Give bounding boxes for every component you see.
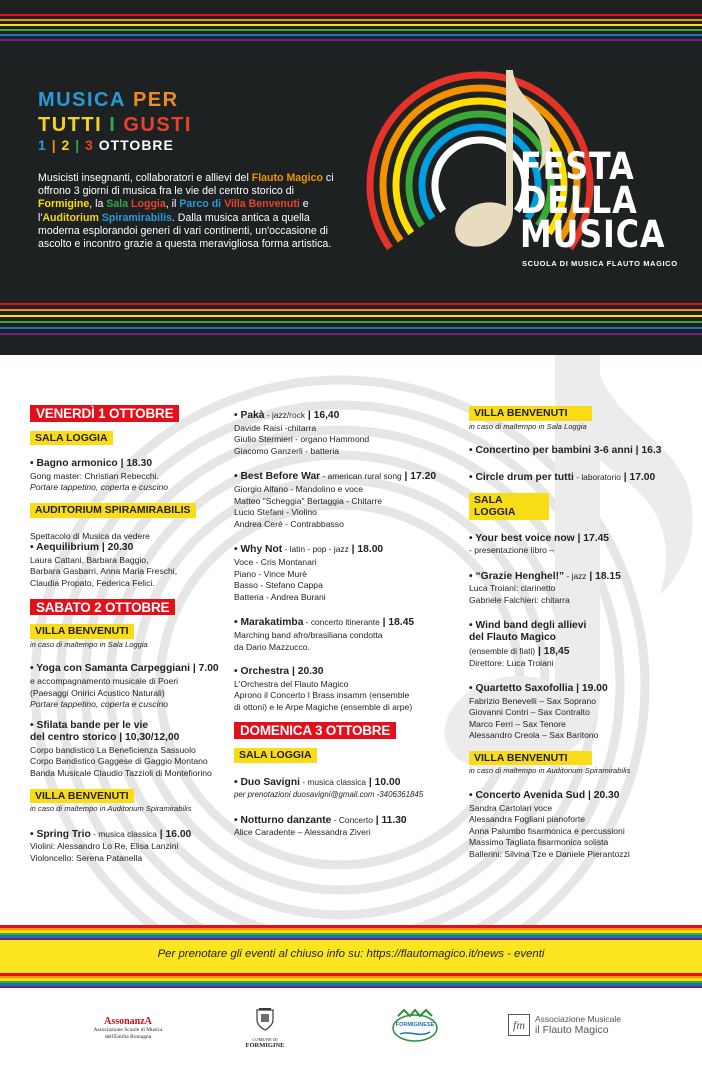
- event-title: • Wind band degli allievi: [469, 619, 587, 631]
- event-time: | 11.30: [372, 814, 407, 826]
- event-genre: - Concerto: [331, 814, 373, 825]
- event-detail: Giacomo Ganzerli - batteria: [234, 445, 340, 456]
- event-item: [469, 471, 691, 485]
- event-item: [234, 814, 466, 839]
- event-title: • Quartetto Saxofollia: [469, 682, 574, 694]
- event-time: | 16.00: [156, 828, 192, 840]
- day-heading-friday: VENERDÌ 1 OTTOBRE: [30, 405, 179, 422]
- intro-highlight: Formigine: [38, 198, 90, 211]
- event-title: • Circle drum per tutti: [469, 471, 574, 483]
- intro-highlight: Auditorium: [42, 211, 99, 224]
- rainbow-stripe: [0, 19, 702, 21]
- event-detail: di ottoni) e le Arpe Magiche (ensemble di arpe): [234, 701, 413, 712]
- event-time: | 17.00: [620, 471, 656, 483]
- event-item: [30, 531, 240, 590]
- tagline-word: I: [109, 114, 117, 136]
- event-detail: Giulio Stermieri - organo Hammond: [234, 434, 370, 445]
- event-detail: Banda Musicale Claudio Tazzioli di Montefiorino: [30, 768, 212, 779]
- event-detail: Davide Raisi -chitarra: [234, 422, 317, 433]
- event-time: | 10.00: [366, 776, 401, 788]
- venue-label: VILLA BENVENUTI: [469, 751, 592, 766]
- venue-label: VILLA BENVENUTI: [30, 624, 134, 639]
- intro-paragraph: [38, 172, 348, 251]
- intro-text: . Dalla musica antica a quella moderna esplorandoi generi di vari continenti, un'occasione di ascolto e incontro grazie a questa meravigliosa forma artistica.: [38, 211, 332, 251]
- day-heading-saturday: SABATO 2 OTTOBRE: [30, 599, 175, 616]
- event-item: [30, 720, 240, 780]
- event-time: | 17.45: [574, 532, 610, 544]
- sponsor-comune-formigine: [240, 1008, 290, 1049]
- rainbow-stripe: [0, 309, 702, 311]
- rainbow-stripe: [0, 24, 702, 26]
- event-title: • Why Not: [234, 544, 283, 556]
- column-saturday-sunday: [234, 409, 466, 839]
- poster-header: [0, 0, 702, 355]
- event-time: | 20.30: [585, 790, 620, 802]
- event-detail: Alessandro Creola – Sax Baritono: [469, 730, 599, 741]
- event-detail: Spettacolo di Musica da vedere: [30, 530, 150, 541]
- event-detail: da Dario Mazzucco.: [234, 641, 310, 652]
- event-detail: Fabrizio Benevelli – Sax Soprano: [469, 695, 597, 706]
- event-detail: Voce - Cris Montanari: [234, 556, 317, 567]
- event-detail: Ballerini: Silvina Tze e Daniele Pierantozzi: [469, 849, 630, 860]
- event-title: • Duo Savigni: [234, 776, 300, 788]
- rainbow-stripe: [0, 327, 702, 329]
- venue-label: AUDITORIUM SPIRAMIRABILIS: [30, 503, 196, 518]
- sponsor-caption: FORMIGINE: [245, 1042, 285, 1049]
- event-detail: Laura Cattani, Barbara Baggio,: [30, 554, 149, 565]
- event-item: [469, 790, 691, 861]
- date-day-2: 2: [61, 137, 71, 153]
- event-title: • Bagno armonico: [30, 458, 118, 470]
- column-friday-saturday: [30, 405, 240, 865]
- date-separator: |: [75, 137, 81, 153]
- rainbow-stripe: [0, 39, 702, 41]
- event-detail: Gong master: Christian Rebecchi.: [30, 470, 159, 481]
- event-title: • Best Before War: [234, 471, 321, 483]
- event-time: | 19.00: [573, 682, 608, 694]
- event-title: del Flauto Magico: [469, 632, 556, 644]
- venue-label: VILLA BENVENUTI: [469, 406, 592, 421]
- intro-highlight: Flauto Magico: [251, 172, 323, 184]
- event-title: • Your best voice now: [469, 532, 575, 544]
- event-time: | 18.15: [586, 570, 621, 582]
- event-detail: Anna Palumbo fisarmonica e percussioni: [469, 825, 625, 836]
- event-title: • Pakà: [234, 410, 265, 421]
- event-item: [469, 445, 691, 458]
- sponsor-assonanza: [82, 1008, 174, 1040]
- event-booking-info: per prenotazioni duosavigni@gmail.com -3406361845: [234, 790, 424, 800]
- sponsor-name: FORMIGINESE: [395, 1022, 435, 1028]
- rainbow-stripe: [0, 986, 702, 989]
- event-genre: - latin - pop - jazz: [282, 544, 349, 555]
- event-detail: Aprono il Concerto I Brass insamm (ensemble: [234, 690, 410, 701]
- event-detail: Gabriele Falchieri: chitarra: [469, 594, 570, 605]
- intro-text: Musicisti insegnanti, collaboratori e allievi del: [38, 172, 252, 184]
- intro-highlight: Loggia: [131, 198, 166, 211]
- weather-note: in caso di maltempo in Sala Loggia: [30, 639, 148, 649]
- event-item: [234, 470, 466, 530]
- day-heading-sunday: DOMENICA 3 OTTOBRE: [234, 722, 396, 739]
- event-item: [30, 458, 240, 494]
- event-genre: - laboratorio: [573, 471, 621, 482]
- event-detail: Violini: Alessandro Lo Re, Elisa Lanzini: [30, 841, 179, 852]
- event-note: Portare tappetino, coperta e cuscino: [30, 699, 169, 710]
- event-title: • Marakatimba: [234, 617, 304, 629]
- event-title: • Aequilibrium: [30, 542, 100, 554]
- event-item: [234, 776, 466, 801]
- event-time: | 18,45: [535, 645, 570, 657]
- event-title: • “Grazie Henghel!”: [469, 570, 565, 582]
- event-detail: Sandra Cartolari voce: [469, 802, 553, 813]
- tagline-word: MUSICA: [38, 89, 126, 111]
- logo-line: MUSICA: [520, 213, 666, 256]
- event-time: | 16,40: [305, 410, 340, 421]
- event-time: | 7.00: [190, 663, 219, 675]
- event-detail: Corpo Bandistico Gaggese di Gaggio Montano: [30, 756, 208, 767]
- event-time: | 18.30: [117, 458, 153, 470]
- event-detail: Luca Troiani: clarinetto: [469, 583, 556, 594]
- event-item: [234, 666, 466, 713]
- event-title: • Orchestra: [234, 666, 290, 678]
- event-item: [30, 828, 240, 865]
- fm-monogram-icon: fm: [508, 1014, 530, 1036]
- event-time: | 20.30: [289, 666, 324, 678]
- rainbow-stripe: [0, 14, 702, 16]
- venue-label: VILLA BENVENUTI: [30, 789, 134, 804]
- event-genre: - jazz/rock: [264, 410, 306, 420]
- event-detail: e accompagnamento musicale di Poeri: [30, 675, 179, 686]
- logo-wordmark: [520, 145, 666, 256]
- tagline-word: TUTTI: [38, 114, 103, 136]
- event-item: [234, 543, 466, 603]
- rainbow-stripe: [0, 333, 702, 335]
- sponsor-caption: Associazione Musicale: [535, 1014, 621, 1024]
- sponsor-name: AssonanzA: [104, 1016, 152, 1027]
- sponsor-name: il Flauto Magico: [535, 1024, 609, 1036]
- event-genre: - jazz: [564, 570, 587, 581]
- event-title: • Yoga con Samanta Carpeggiani: [30, 663, 191, 675]
- event-detail: Basso - Stefano Cappa: [234, 580, 323, 591]
- event-title: • Notturno danzante: [234, 814, 332, 826]
- intro-text: , il: [165, 198, 180, 211]
- event-genre: - concerto itinerante: [303, 617, 380, 628]
- event-time: | 16.3: [632, 445, 662, 457]
- venue-label: SALA LOGGIA: [30, 431, 113, 446]
- tagline-word: PER: [132, 89, 179, 111]
- event-detail: L'Orchestra del Flauto Magico: [234, 678, 349, 689]
- event-detail: (Paesaggi Onirici Acustico Naturali): [30, 687, 165, 698]
- weather-note: in caso di maltempo in Auditorium Spiramirabilis: [469, 766, 631, 776]
- event-detail: (ensemble di fiati): [469, 645, 536, 656]
- intro-text: ci offrono 3 giorni di musica fra le vie del centro storico di: [38, 172, 334, 198]
- event-detail: Lucio Stefani - Violino: [234, 507, 317, 518]
- event-detail: Batteria - Andrea Burani: [234, 591, 326, 602]
- event-item: [234, 409, 466, 457]
- event-genre: - american rural song: [320, 471, 402, 482]
- coat-of-arms-icon: [255, 1008, 275, 1032]
- event-detail: Corpo bandistico La Beneficienza Sassuolo: [30, 744, 196, 755]
- rainbow-stripe: [0, 29, 702, 31]
- event-time: | 20.30: [99, 542, 134, 554]
- event-detail: Andrea Cerè - Contrabbasso: [234, 518, 344, 529]
- event-note: Portare tappetino, coperta e cuscino: [30, 482, 169, 493]
- column-sunday-afternoon: [469, 406, 691, 861]
- rainbow-stripe: [0, 315, 702, 317]
- logo-line: FESTA: [520, 145, 635, 188]
- date-month: OTTOBRE: [98, 137, 174, 153]
- sponsor-flauto-magico: [508, 1008, 648, 1036]
- logo-subtitle: SCUOLA DI MUSICA FLAUTO MAGICO: [522, 259, 678, 268]
- event-title: • Concerto Avenida Sud: [469, 790, 586, 802]
- event-detail: Alice Caradente – Alessandra Ziveri: [234, 827, 371, 838]
- event-detail: Giovanni Contri – Sax Contralto: [469, 707, 590, 718]
- event-time: | 17.20: [401, 471, 437, 483]
- event-detail: Violoncello: Serena Patanella: [30, 853, 143, 864]
- event-detail: Massimo Tagliata fisarmonica solista: [469, 837, 609, 848]
- logo-line: DELLA: [520, 179, 638, 222]
- booking-info: Per prenotare gli eventi al chiuso info su: https://flautomagico.it/news - eventi: [157, 948, 545, 960]
- event-title: • Sfilata bande per le vie: [30, 719, 149, 731]
- event-time: | 10,30/12,00: [116, 732, 180, 744]
- event-detail: Matteo "Scheggia" Bertaggia - Chitarre: [234, 495, 382, 506]
- event-detail: - presentazione libro –: [469, 545, 555, 556]
- date-day-3: 3: [85, 137, 94, 153]
- rainbow-stripe: [0, 303, 702, 305]
- event-item: [30, 663, 240, 710]
- event-item: [469, 533, 691, 557]
- intro-highlight: Villa Benvenuti: [224, 198, 300, 211]
- intro-highlight: Parco di: [179, 198, 222, 211]
- sponsor-caption: dell'Emilia Romagna: [104, 1033, 152, 1040]
- weather-note: in caso di maltempo in Auditorium Spiramirabilis: [30, 804, 192, 814]
- intro-highlight: Spiramirabilis: [101, 211, 172, 224]
- sponsor-caption: Associazione Scuole di Musica: [93, 1027, 163, 1033]
- weather-note: in caso di maltempo in Sala Loggia: [469, 421, 587, 431]
- event-genre: - musica classica: [90, 828, 157, 839]
- event-tagline: [38, 88, 192, 138]
- event-detail: Claudia Propato, Federica Felici.: [30, 577, 155, 588]
- venue-label: SALA LOGGIA: [469, 493, 549, 519]
- event-title: • Concertino per bambini 3-6 anni: [469, 445, 633, 457]
- event-detail: Barbara Gasbarri, Anna Maria Freschi,: [30, 566, 178, 577]
- rainbow-stripe: [0, 34, 702, 36]
- venue-label: SALA LOGGIA: [234, 748, 317, 763]
- sponsor-caption: COMUNE DI: [252, 1037, 278, 1042]
- event-detail: Direttore: Luca Troiani: [469, 658, 554, 669]
- event-detail: Giorgio Alfano - Mandolino e voce: [234, 483, 363, 494]
- intro-text: , la: [89, 198, 107, 211]
- date-separator: |: [51, 137, 57, 153]
- event-detail: Marco Ferri – Sax Tenore: [469, 718, 566, 729]
- rainbow-stripe: [0, 321, 702, 323]
- event-item: [469, 683, 691, 742]
- event-detail: Alessandra Fogliani pianoforte: [469, 814, 586, 825]
- event-genre: - musica classica: [299, 776, 367, 787]
- event-item: [469, 620, 691, 670]
- date-day-1: 1: [38, 137, 47, 153]
- event-dates: [38, 137, 174, 153]
- event-item: [234, 616, 466, 653]
- event-detail: Marching band afro/brasiliana condotta: [234, 629, 383, 640]
- intro-highlight: Sala: [106, 198, 129, 211]
- tagline-word: GUSTI: [123, 114, 192, 136]
- event-time: | 18.45: [379, 617, 415, 629]
- event-item: [469, 570, 691, 607]
- event-time: | 18.00: [348, 544, 384, 556]
- event-title: • Spring Trio: [30, 828, 91, 840]
- event-detail: Piano - Vince Murè: [234, 568, 307, 579]
- sponsor-formiginese: [388, 1008, 442, 1049]
- intro-text: e l': [38, 198, 309, 224]
- event-title: del centro storico: [30, 732, 117, 744]
